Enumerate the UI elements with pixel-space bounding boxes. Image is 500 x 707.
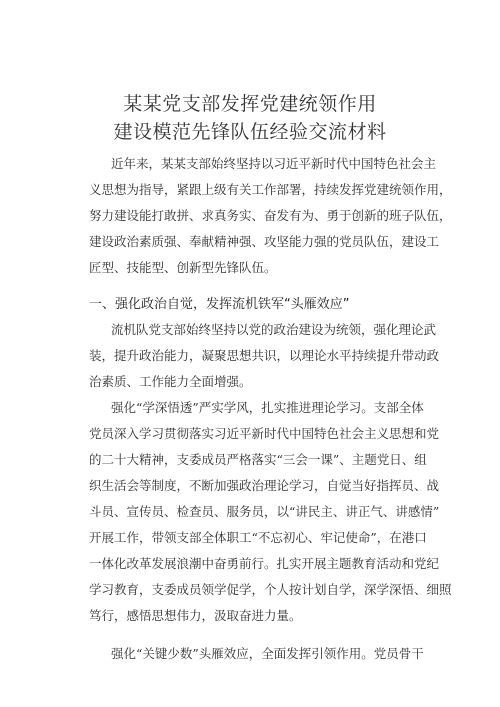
paragraph-line: 的二十大精神，支委成员严格落实“三会一课”、主题党日、组 <box>89 452 427 467</box>
section-heading: 一、强化政治自觉，发挥流机铁军“头雁效应” <box>89 297 350 312</box>
paragraph-line: 一体化改革发展浪潮中奋勇前行。扎实开展主题教育活动和党纪 <box>89 556 440 571</box>
document-title-line-1: 某某党支部发挥党建统领作用 <box>123 93 377 115</box>
paragraph-line: 开展工作，带领支部全体职工“不忘初心、牢记使命”，在港口 <box>89 530 427 545</box>
paragraph-line: 强化“学深悟透”严实学风，扎实推进理论学习。支部全体 <box>111 400 424 415</box>
paragraph-line: 斗员、宣传员、检查员、服务员，以“讲民主、讲正气、讲感情” <box>89 504 440 519</box>
paragraph-line: 强化“关键少数”头雁效应，全面发挥引领作用。党员骨干 <box>111 646 424 661</box>
paragraph-line: 织生活会等制度，不断加强政治理论学习，自觉当好指挥员、战 <box>89 478 440 493</box>
paragraph-line: 建设政治素质强、奉献精神强、攻坚能力强的党员队伍，建设工 <box>89 234 440 249</box>
paragraph-line: 笃行，感悟思想伟力，汲取奋进力量。 <box>89 608 302 623</box>
paragraph-line: 匠型、技能型、创新型先锋队伍。 <box>89 260 277 275</box>
paragraph-line: 党员深入学习贯彻落实习近平新时代中国特色社会主义思想和党 <box>89 426 440 441</box>
paragraph-line: 流机队党支部始终坚持以党的政治建设为统领，强化理论武 <box>111 322 437 337</box>
paragraph-line: 义思想为指导，紧跟上级有关工作部署，持续发挥党建统领作用， <box>89 182 452 197</box>
paragraph-line: 学习教育，支委成员领学促学，个人按计划自学，深学深悟、细照 <box>89 582 452 597</box>
paragraph-line: 近年来，某某支部始终坚持以习近平新时代中国特色社会主 <box>111 156 437 171</box>
paragraph-line: 治素质、工作能力全面增强。 <box>89 374 252 389</box>
document-title-line-2: 建设模范先锋队伍经验交流材料 <box>113 121 387 143</box>
paragraph-line: 装，提升政治能力，凝聚思想共识，以理论水平持续提升带动政 <box>89 348 440 363</box>
paragraph-line: 努力建设能打敢拼、求真务实、奋发有为、勇于创新的班子队伍， <box>89 208 452 223</box>
